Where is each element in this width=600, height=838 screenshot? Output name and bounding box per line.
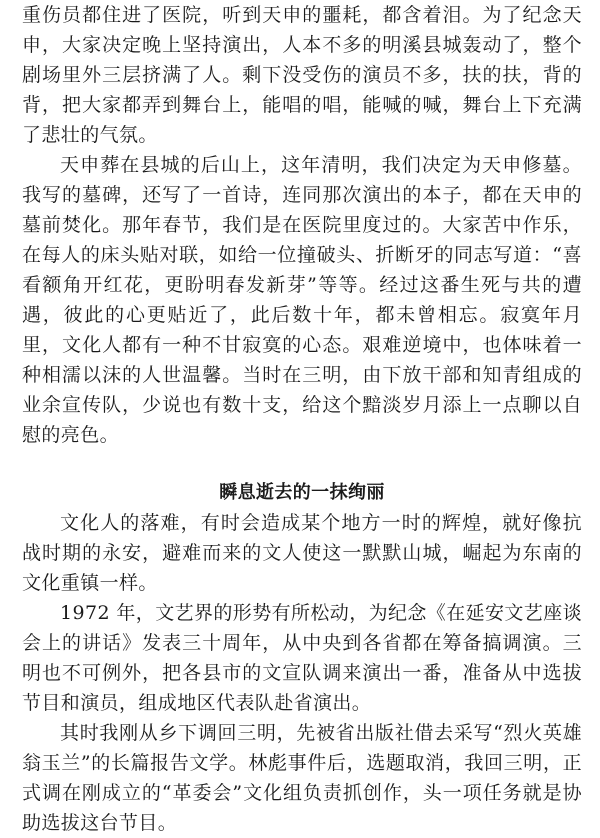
paragraph: 文化人的落难，有时会造成某个地方一时的辉煌，就好像抗战时期的永安，避难而来的文人使这一默默山城，崛起为东南的文化重镇一样。 xyxy=(22,512,582,594)
section-title: 瞬息逝去的一抹绚丽 xyxy=(219,482,385,503)
document-page xyxy=(22,0,582,838)
paragraph: 其时我刚从乡下调回三明，先被省出版社借去采写“烈火英雄翁玉兰”的长篇报告文学。林彪事件后，选题取消，我回三明，正式调在刚成立的“革委会”文化组负责抓创作，头一项任务就是协助选拔这台节目。 xyxy=(22,722,582,834)
paragraph: 重伤员都住进了医院，听到天申的噩耗，都含着泪。为了纪念天申，大家决定晚上坚持演出，人本不多的明溪县城轰动了，整个剧场里外三层挤满了人。剩下没受伤的演员不多，扶的扶，背的背，把大家都弄到舞台上，能唱的唱，能喊的喊，舞台上下充满了悲壮的气氛。 xyxy=(22,4,582,146)
paragraph: 1972 年，文艺界的形势有所松动，为纪念《在延安文艺座谈会上的讲话》发表三十周年，从中央到各省都在筹备搞调演。三明也不可例外，把各县市的文宣队调来演出一番，准备从中选拔节目和演员，组成地区代表队赴省演出。 xyxy=(22,602,582,714)
paragraph: 天申葬在县城的后山上，这年清明，我们决定为天申修墓。我写的墓碑，还写了一首诗，连同那次演出的本子，都在天申的墓前焚化。那年春节，我们是在医院里度过的。大家苦中作乐，在每人的床头贴对联，如给一位撞破头、折断牙的同志写道：“喜看额角开红花，更盼明春发新芽”等等。经过这番生死与共的遭遇，彼此的心更贴近了，此后数十年，都未曾相忘。寂寞年月里，文化人都有一种不甘寂寞的心态。艰难逆境中，也体味着一种相濡以沫的人世温馨。当时在三明，由下放干部和知青组成的业余宣传队，少说也有数十支，给这个黯淡岁月添上一点聊以自慰的亮色。 xyxy=(22,154,582,446)
